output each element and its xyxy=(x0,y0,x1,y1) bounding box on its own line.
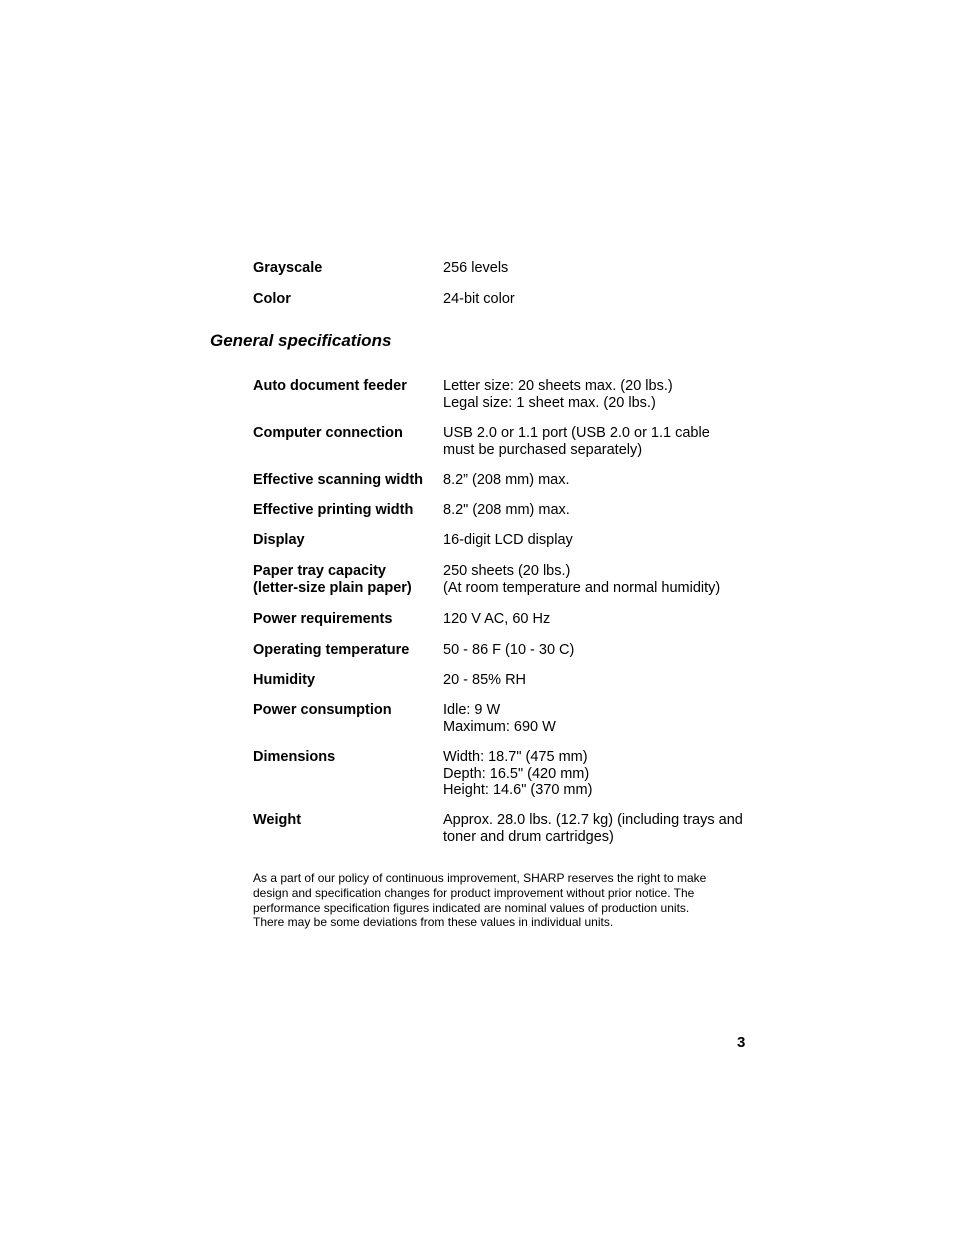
spec-value-line: must be purchased separately) xyxy=(443,441,643,458)
spec-label-line: Color xyxy=(253,291,291,307)
spec-value xyxy=(443,502,763,519)
spec-value-line: Letter size: 20 sheets max. (20 lbs.) xyxy=(443,378,673,394)
spec-label-line: Power consumption xyxy=(253,702,392,718)
spec-value xyxy=(443,532,763,549)
spec-value xyxy=(443,425,763,458)
spec-value xyxy=(443,672,763,689)
spec-value xyxy=(443,563,763,596)
spec-value xyxy=(443,642,763,659)
spec-label xyxy=(253,563,441,596)
spec-label-line: Weight xyxy=(253,812,302,828)
spec-label xyxy=(253,472,441,489)
spec-value-line: 20 - 85% RH xyxy=(443,672,527,688)
spec-value-line: (At room temperature and normal humidity) xyxy=(443,579,721,596)
spec-value xyxy=(443,260,763,277)
spec-label xyxy=(253,749,441,766)
spec-label-line: Humidity xyxy=(253,672,316,688)
spec-label xyxy=(253,532,441,549)
spec-label-line: Auto document feeder xyxy=(253,378,407,394)
disclaimer-line: design and specification changes for product improvement without prior notice. The xyxy=(253,885,695,900)
spec-value-line: 8.2” (208 mm) max. xyxy=(443,472,570,488)
spec-label-line: Display xyxy=(253,532,305,548)
spec-value xyxy=(443,611,763,628)
spec-value-line: Legal size: 1 sheet max. (20 lbs.) xyxy=(443,394,656,411)
disclaimer-line: There may be some deviations from these values in individual units. xyxy=(253,915,614,930)
spec-value-line: 250 sheets (20 lbs.) xyxy=(443,563,571,579)
spec-value-line: 120 V AC, 60 Hz xyxy=(443,611,551,627)
spec-value xyxy=(443,472,763,489)
spec-label-line: Effective scanning width xyxy=(253,472,423,488)
spec-value-line: 8.2" (208 mm) max. xyxy=(443,502,570,518)
spec-label xyxy=(253,378,441,395)
spec-label xyxy=(253,425,441,442)
spec-value xyxy=(443,378,763,411)
section-heading: General specifications xyxy=(210,331,392,350)
spec-value-line: 256 levels xyxy=(443,260,509,276)
spec-value xyxy=(443,702,763,735)
spec-label xyxy=(253,812,441,829)
disclaimer-paragraph xyxy=(253,871,753,930)
spec-label-line: (letter-size plain paper) xyxy=(253,579,412,596)
spec-value xyxy=(443,749,763,799)
spec-label xyxy=(253,611,441,628)
spec-label-line: Operating temperature xyxy=(253,642,410,658)
spec-value-line: Height: 14.6" (370 mm) xyxy=(443,782,593,798)
spec-value-line: toner and drum cartridges) xyxy=(443,828,614,845)
spec-label xyxy=(253,502,441,519)
spec-label xyxy=(253,672,441,689)
spec-label-line: Effective printing width xyxy=(253,502,414,518)
spec-label-line: Computer connection xyxy=(253,425,403,441)
spec-value-line: USB 2.0 or 1.1 port (USB 2.0 or 1.1 cable xyxy=(443,425,710,441)
spec-label-line: Dimensions xyxy=(253,749,336,765)
page-number: 3 xyxy=(737,1034,746,1051)
spec-label xyxy=(253,291,441,308)
spec-value-line: 50 - 86 F (10 - 30 C) xyxy=(443,642,575,658)
spec-label xyxy=(253,260,441,277)
spec-label-line: Grayscale xyxy=(253,260,323,276)
disclaimer-line: As a part of our policy of continuous improvement, SHARP reserves the right to make xyxy=(253,871,707,885)
spec-value-line: Maximum: 690 W xyxy=(443,718,556,735)
spec-label xyxy=(253,702,441,719)
spec-value-line: Idle: 9 W xyxy=(443,702,501,718)
spec-label xyxy=(253,642,441,659)
spec-value-line: Width: 18.7" (475 mm) xyxy=(443,749,588,765)
spec-value-line: 24-bit color xyxy=(443,291,515,307)
spec-value xyxy=(443,812,763,845)
spec-value-line: 16-digit LCD display xyxy=(443,532,573,548)
spec-value xyxy=(443,291,763,308)
spec-label-line: Power requirements xyxy=(253,611,393,627)
spec-label-line: Paper tray capacity xyxy=(253,563,386,579)
disclaimer-line: performance specification figures indicated are nominal values of production units. xyxy=(253,900,690,915)
spec-value-line: Approx. 28.0 lbs. (12.7 kg) (including trays and xyxy=(443,812,743,828)
spec-value-line: Depth: 16.5" (420 mm) xyxy=(443,765,590,782)
